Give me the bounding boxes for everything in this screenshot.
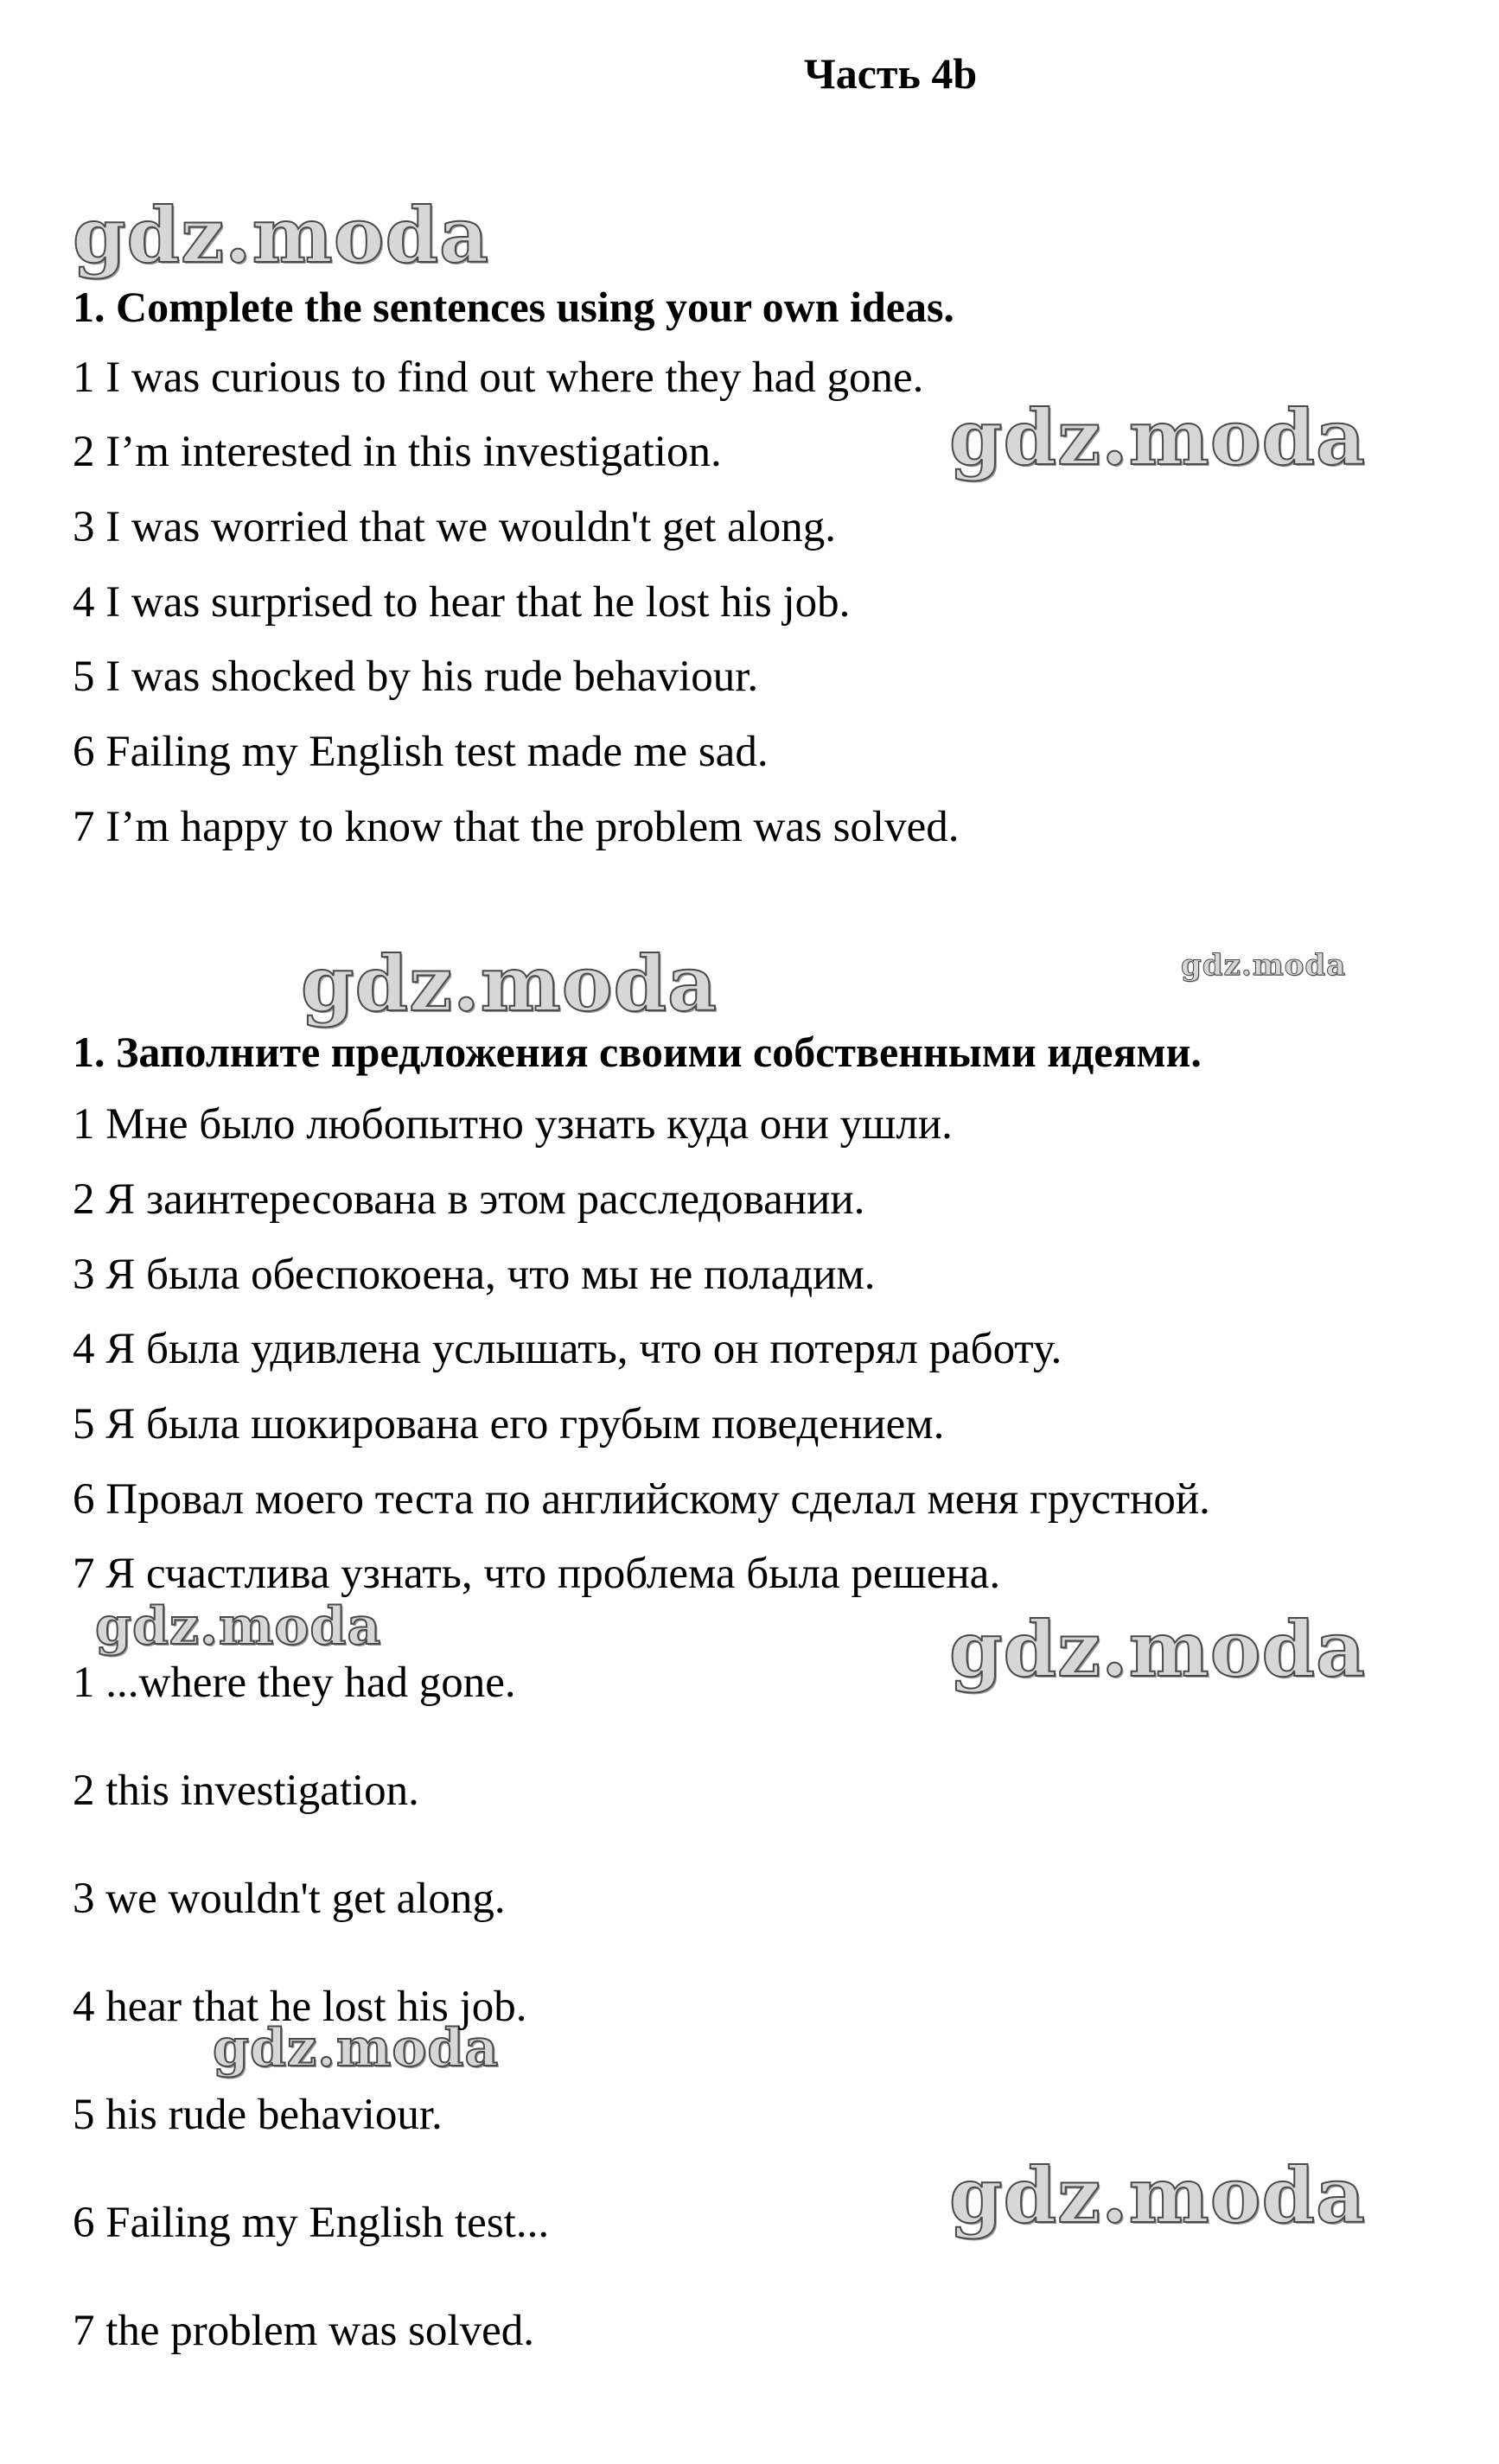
english-task-heading: 1. Complete the sentences using your own ideas. (73, 283, 954, 331)
russian-sentence: 2 Я заинтересована в этом расследовании. (73, 1175, 865, 1224)
russian-sentence: 6 Провал моего теста по английскому сделал меня грустной. (73, 1475, 1210, 1524)
russian-sentence: 4 Я была удивлена услышать, что он потерял работу. (73, 1325, 1062, 1373)
watermark-logo: gdz.moda (95, 1596, 382, 1657)
watermark-logo: gdz.moda (73, 190, 490, 280)
watermark-logo: gdz.moda (949, 1604, 1367, 1694)
russian-sentence: 1 Мне было любопытно узнать куда они ушли. (73, 1100, 953, 1149)
answer-line: 3 we wouldn't get along. (73, 1875, 506, 1923)
english-sentence: 1 I was curious to find out where they had gone. (73, 353, 924, 402)
answer-line: 7 the problem was solved. (73, 2307, 534, 2355)
russian-task-heading: 1. Заполните предложения своими собственными идеями. (73, 1028, 1202, 1076)
page-title: Часть 4b (804, 49, 978, 98)
answer-line: 2 this investigation. (73, 1767, 419, 1815)
english-sentence: 4 I was surprised to hear that he lost his job. (73, 578, 851, 627)
english-sentence: 5 I was shocked by his rude behaviour. (73, 653, 759, 701)
answer-line: 6 Failing my English test... (73, 2199, 550, 2247)
russian-sentence: 5 Я была шокирована его грубым поведением. (73, 1400, 945, 1448)
answer-line: 1 ...where they had gone. (73, 1659, 516, 1707)
russian-sentence: 7 Я счастлива узнать, что проблема была решена. (73, 1550, 1001, 1598)
english-sentence: 7 I’m happy to know that the problem was solved. (73, 803, 960, 851)
watermark-logo: gdz.moda (301, 939, 718, 1028)
answer-line: 5 his rude behaviour. (73, 2091, 443, 2139)
english-sentence: 3 I was worried that we wouldn't get along. (73, 503, 837, 551)
watermark-logo: gdz.moda (213, 2018, 500, 2079)
russian-sentence: 3 Я была обеспокоена, что мы не поладим. (73, 1251, 876, 1299)
watermark-logo: gdz.moda (949, 392, 1367, 482)
english-sentence: 6 Failing my English test made me sad. (73, 728, 769, 776)
watermark-logo: gdz.moda (949, 2150, 1367, 2240)
english-sentence: 2 I’m interested in this investigation. (73, 428, 722, 476)
watermark-logo: gdz.moda (1181, 948, 1347, 983)
answer-line: 4 hear that he lost his job. (73, 1983, 527, 2031)
